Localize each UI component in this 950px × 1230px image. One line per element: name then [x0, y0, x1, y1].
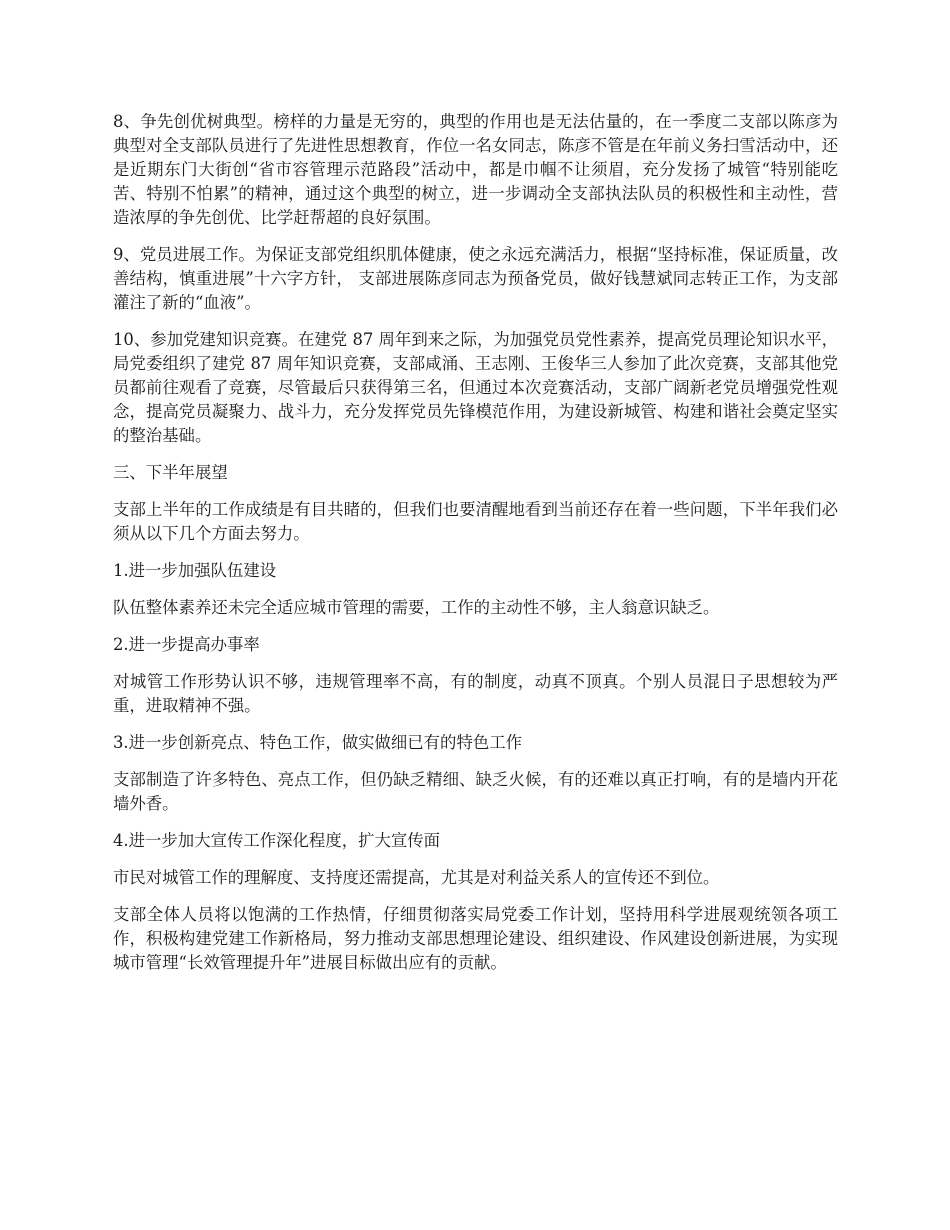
section-heading-outlook: 三、下半年展望 [113, 463, 228, 482]
paragraph-outlook-intro: 支部上半年的工作成绩是有目共睹的，但我们也要清醒地看到当前还存在着一些问题，下半年我们必须从以下几个方面去努力。 [113, 500, 838, 543]
item-heading-team-building: 1.进一步加强队伍建设 [113, 561, 277, 580]
paragraph-knowledge-contest: 10、参加党建知识竞赛。在建党 87 周年到来之际，为加强党员党性素养，提高党员理论知识水平，局党委组织了建党 87 周年知识竞赛，支部咸涌、王志刚、王俊华三人参加了此次竞赛，支部其他党员都前往观看了竞赛，尽管最后只获得第三名，但通过本次竞赛活动，支部广阔新老党员增强党性观念，提高党员凝聚力、战斗力，充分发挥党员先锋模范作用，为建设新城管、构建和谐社会奠定坚实的整治基础。 [113, 330, 838, 445]
paragraph-efficiency: 对城管工作形势认识不够，违规管理率不高，有的制度，动真不顶真。个别人员混日子思想较为严重，进取精神不强。 [113, 672, 838, 715]
paragraph-conclusion: 支部全体人员将以饱满的工作热情，仔细贯彻落实局党委工作计划，坚持用科学进展观统领各项工作，积极构建党建工作新格局，努力推动支部思想理论建设、组织建设、作风建设创新进展，为实现城市管理“长效管理提升年”进展目标做出应有的贡献。 [113, 905, 838, 972]
paragraph-party-member-development: 9、党员进展工作。为保证支部党组织肌体健康，使之永远充满活力，根据“坚持标准，保证质量，改善结构，慎重进展”十六字方针， 支部进展陈彦同志为预备党员，做好钱慧斌同志转正工作，为支部灌注了新的“血液”。 [113, 245, 838, 312]
paragraph-publicity: 市民对城管工作的理解度、支持度还需提高，尤其是对利益关系人的宣传还不到位。 [113, 868, 720, 887]
paragraph-innovation: 支部制造了许多特色、亮点工作，但仍缺乏精细、缺乏火候，有的还难以真正打响，有的是墙内开花墙外香。 [113, 770, 838, 813]
item-heading-efficiency: 2.进一步提高办事率 [113, 635, 260, 654]
paragraph-team-building: 队伍整体素养还未完全适应城市管理的需要，工作的主动性不够，主人翁意识缺乏。 [113, 598, 720, 617]
item-heading-publicity: 4.进一步加大宣传工作深化程度，扩大宣传面 [113, 831, 441, 850]
item-heading-innovation: 3.进一步创新亮点、特色工作，做实做细已有的特色工作 [113, 733, 523, 752]
paragraph-exemplar: 8、争先创优树典型。榜样的力量是无穷的，典型的作用也是无法估量的，在一季度二支部以陈彦为典型对全支部队员进行了先进性思想教育，作位一名女同志，陈彦不管是在年前义务扫雪活动中，还是近期东门大街创“省市容管理示范路段”活动中，都是巾帼不让须眉，充分发扬了城管“特别能吃苦、特别不怕累”的精神，通过这个典型的树立，进一步调动全支部执法队员的积极性和主动性，营造浓厚的争先创优、比学赶帮超的良好氛围。 [113, 112, 838, 227]
